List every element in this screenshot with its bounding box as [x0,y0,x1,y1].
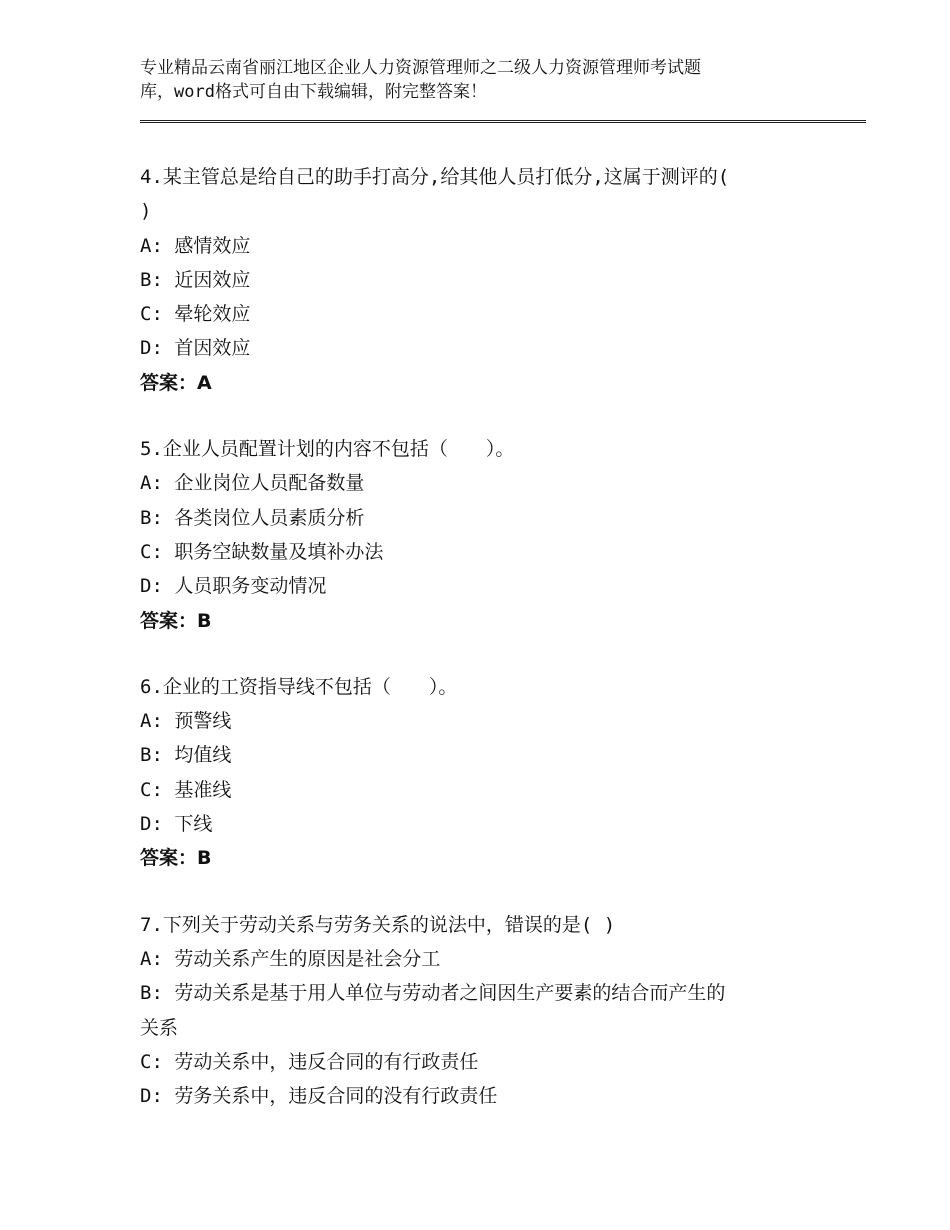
option-key: C: [140,778,175,801]
option-key: D: [140,575,175,598]
option-text: 下线 [174,813,213,836]
header-title-line-1: 专业精品云南省丽江地区企业人力资源管理师之二级人力资源管理师考试题 [140,58,701,78]
question-stem: 7.下列关于劳动关系与劳务关系的说法中，错误的是( ) [140,913,616,936]
option-key: B: [140,744,175,767]
answer-label: 答案：B [140,609,212,632]
answer-label: 答案：A [140,371,212,394]
option-a [140,229,830,263]
question-stem: 5.企业人员配置计划的内容不包括（ ）。 [140,438,515,461]
option-b [140,263,830,297]
option-text: 人员职务变动情况 [174,575,327,598]
option-text: 劳动关系是基于用人单位与劳动者之间因生产要素的结合而产生的 [174,982,726,1005]
option-text: 感情效应 [174,234,251,257]
option-text: 企业岗位人员配备数量 [174,472,365,495]
header-title-line-2: 库，word格式可自由下载编辑，附完整答案！ [140,82,487,102]
option-key: D: [140,1085,175,1108]
option-text: 近因效应 [174,268,251,291]
option-d [140,807,830,841]
question-5 [140,432,830,638]
option-key: A: [140,234,175,257]
option-d [140,331,830,365]
option-text: 晕轮效应 [174,303,251,326]
option-a [140,942,830,976]
question-stem: 6.企业的工资指导线不包括（ ）。 [140,675,458,698]
option-b-continuation: 关系 [140,1016,179,1039]
option-a [140,704,830,738]
option-c [140,773,830,807]
option-text: 劳动关系中，违反合同的有行政责任 [174,1050,479,1073]
question-4 [140,160,830,400]
option-text: 首因效应 [174,337,251,360]
question-list [140,160,830,1145]
question-6 [140,670,830,876]
option-b [140,738,830,772]
option-key: C: [140,1050,175,1073]
option-text: 预警线 [174,710,232,733]
option-text: 职务空缺数量及填补办法 [174,540,384,563]
option-c [140,535,830,569]
question-stem-continuation: ) [140,200,152,223]
option-key: D: [140,813,175,836]
option-key: D: [140,337,175,360]
option-key: C: [140,540,175,563]
option-key: A: [140,472,175,495]
question-7 [140,908,830,1114]
option-text: 劳动关系产生的原因是社会分工 [174,947,441,970]
option-d [140,1079,830,1113]
question-stem: 4.某主管总是给自己的助手打高分,给其他人员打低分,这属于测评的( [140,166,730,188]
option-key: B: [140,982,175,1005]
header-divider [140,120,866,123]
option-text: 各类岗位人员素质分析 [174,506,365,529]
option-key: A: [140,947,175,970]
option-key: B: [140,268,175,291]
option-text: 劳务关系中，违反合同的没有行政责任 [174,1085,498,1108]
document-header [140,56,830,104]
option-key: C: [140,303,175,326]
option-a [140,466,830,500]
option-c [140,297,830,331]
option-b [140,501,830,535]
option-d [140,569,830,603]
option-key: B: [140,506,175,529]
option-c [140,1045,830,1079]
option-b [140,976,830,1010]
answer-label: 答案：B [140,847,212,870]
option-key: A: [140,710,175,733]
option-text: 基准线 [174,778,232,801]
option-text: 均值线 [174,744,232,767]
